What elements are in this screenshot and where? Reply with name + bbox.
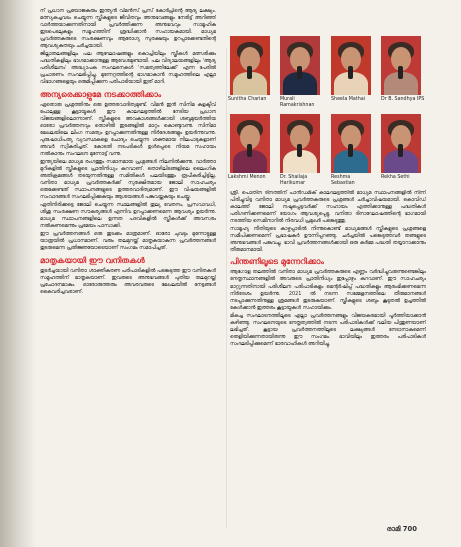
speaker-caption: Lakshmi Menon xyxy=(228,175,266,180)
paragraph: ജില്ലാതലങ്ങളിലും പല ആഘോഷങ്ങളും കൊച്ചിയിലും സ്ത്രീകൾ മത്സരിക്കും പദ്ധതികളിലും ഭാഗമാക്കാനുള്ള ആവേശമുണ്ടായി. പല വിദ്യാലയങ്ങളിലും 'ആദ്യ പരിശീലനം' അദ്ധ്യാപക സംഘടനകൾ 'സമത്വത്തിലേക്ക്' എന്ന പേരിൽ പ്രചാരണം സംഘടിപ്പിച്ചു. മുന്നേറ്റത്തിന്റെ ഭാഗമാകാൻ സമൂഹത്തിലെ എല്ലാ വിഭാഗങ്ങളെയും ഒരുമിപ്പിക്കുന്ന പരിപാടിയായി ഇത് മാറി. xyxy=(40,51,216,86)
page-spine-shadow xyxy=(0,0,36,547)
section-heading: പിന്തണിലൂടെ മുന്നേറിക്കാം xyxy=(230,257,324,267)
speaker-caption: Dr. Shailaja Harikumar xyxy=(280,175,308,186)
speaker-caption: Murali Ramakrishnan xyxy=(280,97,315,108)
section-heading: മാതൃകയായി ഈ വനിതകൾ xyxy=(40,255,145,265)
paragraph: തുടർച്ചയായി വനിതാ ശാക്തീകരണ പരിപാടികളിൽ പങ്കെടുത്ത ഈ വനിതകൾ സമൂഹത്തിന് മാതൃകയാണ്. ഇവരുടെ അനുഭവങ്ങൾ പുതിയ തലമുറയ്ക്ക് പ്രചോദനമാകും. ഓരോരുത്തരും അവരവരുടെ മേഖലയിൽ നേട്ടങ്ങൾ കൈവരിച്ചവരാണ്. xyxy=(40,267,216,295)
section-heading: അന്യരെക്കാളുമേ നടക്കാത്തിക്കാം xyxy=(40,89,162,99)
speaker-caption: Sunitha Charian xyxy=(228,97,267,102)
paragraph: ഏതിനിരിക്കട്ടെ ജോലി ചെയ്യുന്ന സ്ഥലങ്ങളിൽ തുല്യ വേതനം, പ്രസവാവധി, ശിശു സംരക്ഷണ സൗകര്യങ്ങൾ എന്നിവ ഉറപ്പാക്കണമെന്ന ആവശ്യം ഉയർന്നു. മാധ്യമ സ്ഥാപനങ്ങളിലെ ഉന്നത പദവികളിൽ സ്ത്രീകൾക്ക് അവസരം നൽകണമെന്നും പ്രമേയം പാസാക്കി. xyxy=(40,202,216,230)
speaker-photo xyxy=(280,114,320,173)
paragraph: ആഗോള തലത്തിൽ വനിതാ മാധ്യമ പ്രവർത്തകരുടെ എണ്ണം വർദ്ധിച്ചുവരുന്നുണ്ടെങ്കിലും നേതൃസ്ഥാനങ്ങളിൽ അവരുടെ പ്രാതിനിധ്യം ഇപ്പോഴും കുറവാണ്. ഈ സാഹചര്യം മാറ്റുന്നതിനായി പരിശീലന പരിപാടികളും മെന്റർഷിപ്പ് പദ്ധതികളും ആരംഭിക്കണമെന്ന നിർദേശം ഉയർന്നു. 2021 ൽ നടന്ന സമ്മേളനത്തിലെ തീരുമാനങ്ങൾ നടപ്പാക്കുന്നതിനുള്ള ശ്രമങ്ങൾ തുടരുകയാണ്. സ്ത്രീകളുടെ ശബ്ദം കൂടുതൽ ഉച്ചത്തിൽ കേൾക്കാൻ ഇത്തരം കൂട്ടായ്മകൾ സഹായിക്കും. xyxy=(230,269,426,311)
speaker-caption: Reshma Sebastian xyxy=(331,175,355,186)
paragraph: ശ്രീ. പൊതിന ദിനത്തിന് പാൻഡമിക് കാലഘട്ടത്തിൽ മാധ്യമ സ്ഥാപനങ്ങളിൽ നിന്ന് പിരിച്ചുവിട്ട വനിതാ മാധ്യമ പ്രവർത്തകരുടെ പ്രശ്നങ്ങൾ ചർച്ചാവിഷയമായി. കൊവിഡ് കാലത്ത് ജോലി നഷ്ടപ്പെട്ടവർക്ക് സഹായം എത്തിക്കാനുള്ള പദ്ധതികൾ പരിഗണിക്കണമെന്ന് യോഗം ആവശ്യപ്പെട്ടു. വനിതാ ദിനാഘോഷത്തിന്റെ ഭാഗമായി നടത്തിയ സെമിനാറിൽ നിരവധി പ്രമുഖർ പങ്കെടുത്തു. xyxy=(230,190,426,225)
page-number: രാമി 700 xyxy=(386,525,417,533)
speaker-caption: Sheela Mathai xyxy=(331,97,366,102)
paragraph: ഇന്ത്യയിലെ മാധ്യമ രംഗത്തും സമാനമായ പ്രശ്നങ്ങൾ നിലനിൽക്കുന്നു. വാർത്താ മുറികളിൽ സ്ത്രീകളുടെ പ്രാതിനിധ്യം കുറവാണ്. തൊഴിലിടങ്ങളിലെ ലൈംഗിക അതിക്രമങ്ങൾ തടയുന്നതിനുള്ള സമിതികൾ പലയിടത്തും രൂപീകരിച്ചിട്ടില്ല. വനിതാ മാധ്യമ പ്രവർത്തകർക്ക് സുരക്ഷിതമായ ജോലി സാഹചര്യം ഒരുക്കേണ്ടത് സ്ഥാപനങ്ങളുടെ ഉത്തരവാദിത്വമാണ്. ഈ വിഷയങ്ങളിൽ സംവാദങ്ങൾ സംഘടിപ്പിക്കുകയും ആശയങ്ങൾ പങ്കുവയ്ക്കുകയും ചെയ്തു. xyxy=(40,158,216,201)
paragraph: മികച്ച സംഘാടനത്തിലൂടെ എല്ലാ പ്രവർത്തനങ്ങളും വിജയകരമായി പൂർത്തിയാക്കാൻ കഴിഞ്ഞു. സംഘടനയുടെ നേതൃത്വത്തിൽ നടന്ന പരിപാടികൾക്ക് വലിയ പിന്തുണയാണ് ലഭിച്ചത്. കൂട്ടായ പ്രവർത്തനത്തിലൂടെ ലക്ഷ്യങ്ങൾ നേടാനാകുമെന്ന് തെളിയിക്കുന്നതായിരുന്നു ഈ സംഗമം. ഭാവിയിലും ഇത്തരം പരിപാടികൾ സംഘടിപ്പിക്കുമെന്ന് ഭാരവാഹികൾ അറിയിച്ചു. xyxy=(230,312,426,347)
right-column xyxy=(230,190,426,524)
paragraph: ന് പ്രധാന പ്രയോജകരും ഇന്ത്യൻ വിമൻസ് പ്രസ് കോർപ്സിന്റെ ആദ്യ ലക്ഷ്യം. മത്സ്യകച്ചവടം ചെയ്യുന്ന സ്ത്രീകളുടെ ജീവിതവും അനുഭവങ്ങളും നേരിട്ട് അറിഞ്ഞ് വാർത്തയാക്കുന്നതിനായി പ്രവർത്തിക്കുന്ന അനുഭവവും സാമൂഹിക ഇടപെടലുകളും സമൂഹത്തിന് ശ്രദ്ധിക്കാൻ സഹായകമായി. മാധ്യമ പ്രവർത്തകരുടെ സംരക്ഷണവും ആരോഗ്യ സുരക്ഷയും ഉറപ്പാക്കേണ്ടതിന്റെ ആവശ്യകതയും ചർച്ചയായി. xyxy=(40,8,216,50)
speaker-photo xyxy=(381,114,421,173)
paragraph: ഈ പ്രവർത്തനങ്ങൾ ഒരു തുടക്കം മാത്രമാണ്. ഓരോ ചുവടും മുന്നോട്ടുള്ള യാത്രയിൽ പ്രധാനമാണ്. വരും തലമുറയ്ക്ക് മാതൃകയാകുന്ന പ്രവർത്തനങ്ങൾ തുടരുമെന്ന പ്രതിജ്ഞയോടെയാണ് സംഗമം സമാപിച്ചത്. xyxy=(40,231,216,252)
speaker-photo xyxy=(230,36,270,95)
speaker-photo xyxy=(230,114,270,173)
paragraph: ഏതൊരു പ്രശ്നത്തിനും ഒരു ഉത്തരവാദിത്വമുണ്ട്. വിമൻ ഇൻ സിനിമ കളക്ടീവ് പോലുള്ള കൂട്ടായ്മകൾ ഈ കാലഘട്ടത്തിൽ നേടിയ പ്രധാന വിജയങ്ങളിലൊന്നാണ്. സ്ത്രീകളുടെ അവകാശങ്ങൾക്കായി ശബ്ദമുയർത്തിയ ഓരോ പ്രവർത്തനവും തൊഴിൽ ഇടങ്ങളിൽ മാറ്റം കൊണ്ടുവന്നു. സിനിമാ മേഖലയിലെ ലിംഗ സമത്വം ഉറപ്പാക്കുന്നതിനുള്ള നിർദേശങ്ങളും ഉയർന്നുവന്നു. പുരുഷാധിപത്യ വ്യവസ്ഥകളെ ചോദ്യം ചെയ്യുന്ന ശക്തമായ നിലപാടുകളാണ് അവർ സ്വീകരിച്ചത്. കോടതി നടപടികൾ ഉൾപ്പെടെ നിയമ സഹായം നൽകാനും സംഘടന മുന്നോട്ട് വന്നു. xyxy=(40,101,216,157)
speaker-photo xyxy=(280,36,320,95)
column-divider xyxy=(226,48,227,528)
speaker-photo xyxy=(381,36,421,95)
speaker-photo xyxy=(331,36,371,95)
paragraph: സാമൂഹ്യ നീതിയുടെ കാഴ്ചപ്പാടിൽ നിന്നുകൊണ്ട് മാധ്യമങ്ങൾ സ്ത്രീകളുടെ പ്രശ്നങ്ങളെ സമീപിക്കണമെന്ന് പ്രഭാഷകർ ഊന്നിപ്പറഞ്ഞു. ചർച്ചയിൽ പങ്കെടുത്തവർ തങ്ങളുടെ അനുഭവങ്ങൾ പങ്കുവച്ചു. ഭാവി പ്രവർത്തനങ്ങൾക്കായി ഒരു കർമ്മ പദ്ധതി തയ്യാറാക്കാനും തീരുമാനമായി. xyxy=(230,226,426,254)
speaker-caption: Rekha Sethi xyxy=(381,175,410,180)
speaker-photo xyxy=(331,114,371,173)
speaker-caption: Dr B. Sandhya IPS xyxy=(381,97,425,102)
left-column xyxy=(40,8,216,538)
